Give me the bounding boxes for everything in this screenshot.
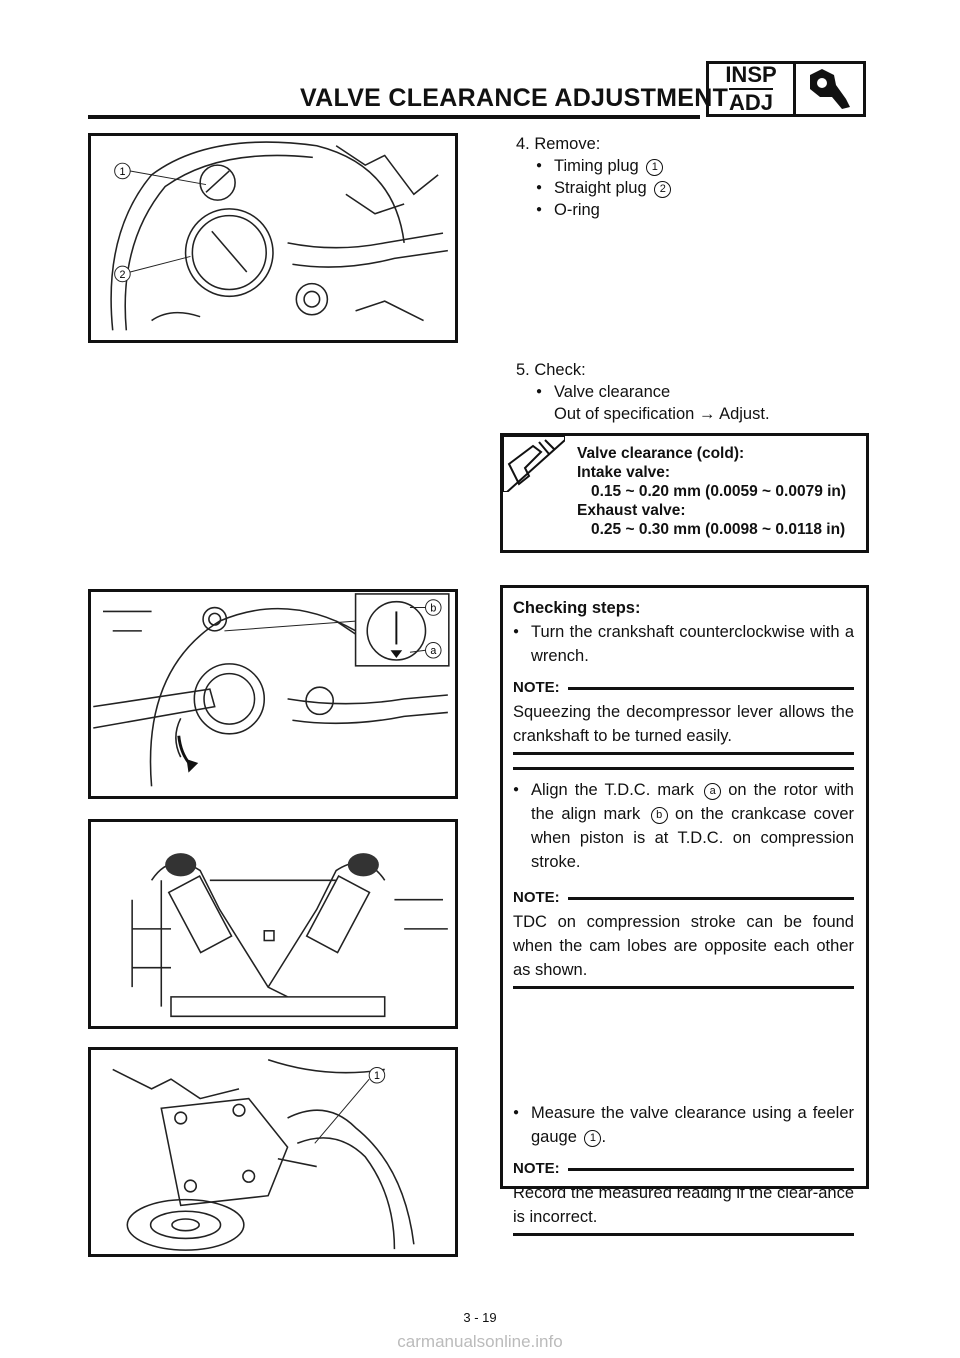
page-number: 3 - 19	[463, 1310, 497, 1325]
spec-text	[577, 444, 846, 539]
figure-plugs	[88, 133, 458, 343]
watermark: carmanualsonline.info	[397, 1332, 563, 1351]
spec-intake-value: 0.15 ~ 0.20 mm (0.0059 ~ 0.0079 in)	[591, 483, 847, 500]
note-rule	[513, 986, 854, 989]
list-item: ● Align the T.D.C. mark a on the rotor with the align mark b on the crankcase cover when piston is at T.D.C. on compression stroke.	[513, 778, 854, 874]
checking-steps-box	[500, 585, 869, 1226]
note-rule	[513, 1233, 854, 1236]
step-4	[516, 133, 856, 221]
step-5	[516, 359, 856, 425]
list-item: ● Turn the crankshaft counterclockwise with a wrench.	[513, 620, 854, 668]
list-item: ● Straight plug 2	[536, 177, 856, 199]
ref-2: 2	[654, 181, 671, 198]
callout-a: a	[430, 645, 437, 658]
cam-lobes-illustration	[91, 822, 455, 1026]
ref-1: 1	[584, 1130, 601, 1147]
note-text: TDC on compression stroke can be found when the cam lobes are opposite each other as shown.	[513, 913, 854, 979]
note-rule	[513, 752, 854, 755]
list-item: ● Timing plug 1	[536, 155, 856, 177]
note-text: Squeezing the decompressor lever allows the crankshaft to be turned easily.	[513, 703, 854, 745]
note-heading: NOTE:	[513, 886, 854, 910]
caliper-icon	[503, 436, 565, 492]
ref-1: 1	[646, 159, 663, 176]
figure-cam-lobes	[88, 819, 458, 1029]
checking-heading: Checking steps:	[513, 599, 641, 617]
note-heading: NOTE:	[513, 676, 854, 700]
page-title: VALVE CLEARANCE ADJUSTMENT	[300, 84, 729, 112]
spec-exhaust-label: Exhaust valve:	[577, 502, 686, 519]
spec-box	[500, 433, 869, 553]
plugs-illustration	[91, 136, 455, 340]
badge-bottom-text: ADJ	[728, 90, 773, 115]
step-5-heading: 5. Check:	[516, 361, 586, 379]
callout-2: 2	[119, 268, 126, 281]
section-badge	[706, 61, 866, 117]
note-text: Record the measured reading if the clear-ance is incorrect.	[513, 1184, 854, 1226]
list-item: ● Valve clearance	[536, 381, 856, 403]
badge-label	[709, 64, 796, 114]
step-5-result: Out of specification → Adjust.	[554, 405, 770, 423]
tdc-illustration	[91, 592, 455, 796]
spec-exhaust-value: 0.25 ~ 0.30 mm (0.0098 ~ 0.0118 in)	[591, 521, 846, 538]
callout-1: 1	[373, 1070, 380, 1083]
divider	[513, 767, 854, 770]
feeler-gauge-illustration	[91, 1050, 455, 1254]
figure-feeler-gauge	[88, 1047, 458, 1257]
callout-b: b	[430, 602, 437, 615]
list-item: ● Measure the valve clearance using a feeler gauge 1 .	[513, 1101, 854, 1149]
spec-title: Valve clearance (cold):	[577, 445, 745, 462]
spec-intake-label: Intake valve:	[577, 464, 671, 481]
wrench-icon	[802, 67, 858, 111]
callout-1: 1	[119, 165, 126, 178]
badge-top-text: INSP	[725, 62, 777, 87]
figure-tdc-mark	[88, 589, 458, 799]
ref-b: b	[651, 807, 668, 824]
ref-a: a	[704, 783, 721, 800]
title-underline	[88, 115, 700, 119]
list-item: ● O-ring	[536, 199, 856, 221]
step-4-heading: 4. Remove:	[516, 135, 601, 153]
note-heading: NOTE:	[513, 1157, 854, 1181]
